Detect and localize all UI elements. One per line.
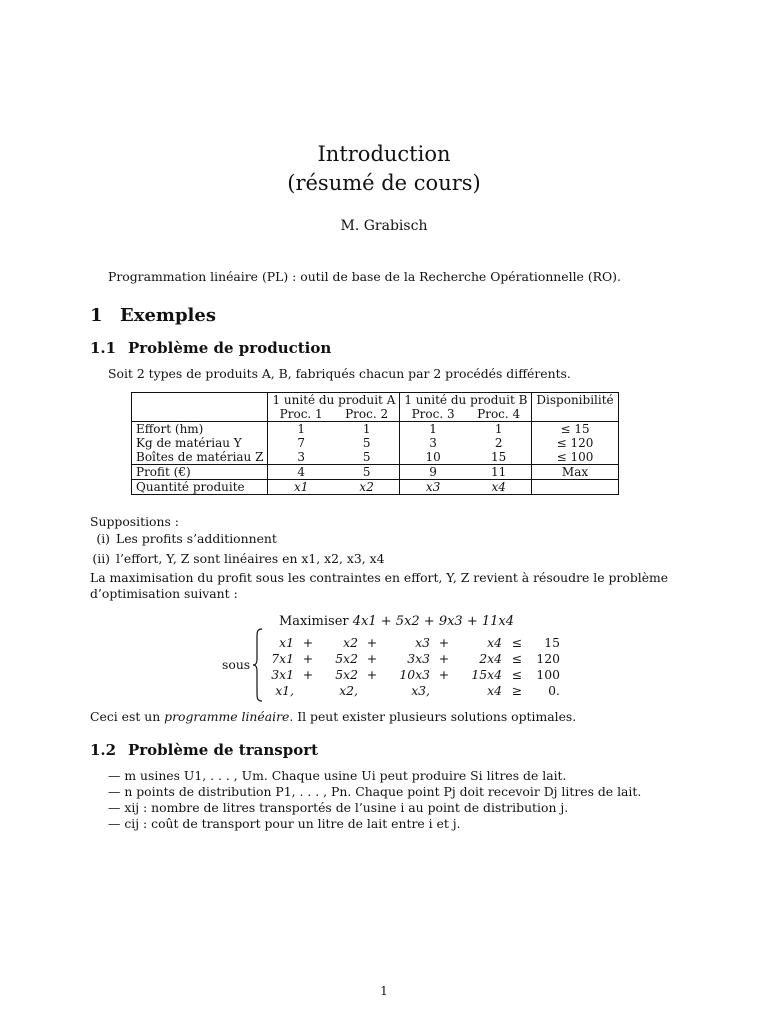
table-cell: ≤ 120 bbox=[532, 436, 618, 450]
term: x1 bbox=[279, 635, 294, 650]
author: M. Grabisch bbox=[340, 218, 428, 234]
row-label: Kg de matériau Y bbox=[132, 436, 268, 450]
operator bbox=[430, 683, 458, 699]
table-cell: ≤ 100 bbox=[532, 450, 618, 465]
table-cell: x4 bbox=[466, 480, 532, 495]
table-cell: 2 bbox=[494, 436, 503, 450]
operator bbox=[358, 683, 386, 699]
list-item: — n points de distribution P1, . . . , Pn. Chaque point Pj doit recevoir Dj litres de lait. bbox=[108, 784, 642, 799]
subsection-heading-production bbox=[90, 339, 331, 357]
relation: ≤ bbox=[511, 667, 523, 682]
section-heading-exemples bbox=[90, 305, 216, 326]
table-cell bbox=[532, 480, 618, 495]
rhs: 100 bbox=[536, 667, 560, 682]
proc-header: Proc. 2 bbox=[334, 407, 400, 422]
operator: + bbox=[302, 635, 314, 650]
section-number: 1 bbox=[90, 305, 103, 326]
production-intro: Soit 2 types de produits A, B, fabriqués chacun par 2 procédés différents. bbox=[108, 366, 571, 381]
operator: + bbox=[438, 667, 450, 682]
operator: + bbox=[438, 651, 450, 666]
table-cell: 4 bbox=[268, 465, 334, 480]
table-row bbox=[132, 450, 619, 465]
rhs: 120 bbox=[536, 651, 560, 666]
production-table bbox=[131, 392, 619, 495]
table-cell: 1 bbox=[268, 422, 334, 437]
list-marker: (ii) bbox=[92, 551, 110, 566]
list-item bbox=[84, 530, 277, 547]
conclusion-paragraph bbox=[90, 708, 576, 725]
list-item bbox=[84, 550, 385, 567]
table-cell: 1 bbox=[400, 422, 466, 437]
rhs: 0. bbox=[548, 683, 560, 698]
intro-paragraph: Programmation linéaire (PL) : outil de base de la Recherche Opérationnelle (RO). bbox=[108, 269, 621, 284]
table-cell: 5 bbox=[362, 436, 371, 450]
left-brace-icon bbox=[252, 628, 264, 702]
list-text: l’effort, Y, Z sont linéaires en x1, x2, x3, x4 bbox=[116, 551, 385, 566]
term: x2 bbox=[343, 635, 358, 650]
operator: + bbox=[366, 651, 378, 666]
table-cell: x1 bbox=[268, 480, 334, 495]
table-row bbox=[132, 422, 619, 437]
operator bbox=[294, 683, 322, 699]
table-cell: 5 bbox=[334, 465, 400, 480]
term: x3, bbox=[411, 683, 430, 698]
term: x1, bbox=[275, 683, 294, 698]
constraint-row bbox=[264, 635, 560, 651]
term: x2, bbox=[339, 683, 358, 698]
term: 3x1 bbox=[271, 667, 294, 682]
subsection-number: 1.1 bbox=[90, 339, 117, 357]
term: x3 bbox=[415, 635, 430, 650]
suppositions-label: Suppositions : bbox=[90, 514, 179, 529]
table-cell: 5 bbox=[362, 450, 371, 464]
term: 15x4 bbox=[471, 667, 502, 682]
term: 5x2 bbox=[335, 667, 358, 682]
table-row-quantity bbox=[132, 480, 619, 495]
table-cell: 3 bbox=[268, 450, 334, 465]
term: x4 bbox=[487, 635, 502, 650]
header-disponibilite: Disponibilité bbox=[532, 393, 618, 408]
subsection-heading-transport bbox=[90, 741, 318, 759]
term: 10x3 bbox=[399, 667, 430, 682]
table-cell: 3 bbox=[400, 436, 466, 450]
page-number: 1 bbox=[380, 984, 388, 998]
term: 3x3 bbox=[407, 651, 430, 666]
list-text: Les profits s’additionnent bbox=[116, 531, 277, 546]
table-cell: 11 bbox=[466, 465, 532, 480]
table-cell: ≤ 15 bbox=[532, 422, 618, 437]
proc-header: Proc. 4 bbox=[466, 407, 532, 422]
subsection-number: 1.2 bbox=[90, 741, 117, 759]
document-subtitle: (résumé de cours) bbox=[287, 171, 481, 195]
table-cell: 15 bbox=[491, 450, 507, 464]
table-row-profit bbox=[132, 465, 619, 480]
operator: + bbox=[438, 635, 450, 650]
operator: + bbox=[302, 667, 314, 682]
term: 2x4 bbox=[479, 651, 502, 666]
header-product-b: 1 unité du produit B bbox=[400, 393, 532, 408]
constraints-label: sous bbox=[222, 657, 251, 672]
list-item: — cij : coût de transport pour un litre de lait entre i et j. bbox=[108, 816, 461, 831]
row-label: Boîtes de matériau Z bbox=[132, 450, 268, 465]
term: 5x2 bbox=[335, 651, 358, 666]
table-cell: 1 bbox=[494, 422, 503, 436]
term: 7x1 bbox=[271, 651, 294, 666]
objective-function bbox=[279, 614, 514, 629]
table-cell: 7 bbox=[268, 436, 334, 450]
conclusion-post: . Il peut exister plusieurs solutions optimales. bbox=[289, 709, 577, 724]
list-item: — xij : nombre de litres transportés de l’usine i au point de distribution j. bbox=[108, 800, 569, 815]
table-cell: x3 bbox=[400, 480, 466, 495]
proc-header: Proc. 1 bbox=[268, 407, 334, 422]
conclusion-emphasis: programme linéaire bbox=[164, 709, 290, 724]
table-cell: Max bbox=[532, 465, 618, 480]
term: x4 bbox=[487, 683, 502, 698]
list-item: — m usines U1, . . . , Um. Chaque usine Ui peut produire Si litres de lait. bbox=[108, 768, 567, 783]
conclusion-pre: Ceci est un bbox=[90, 709, 165, 724]
table-cell: 9 bbox=[400, 465, 466, 480]
table-cell: x2 bbox=[334, 480, 400, 495]
constraint-row bbox=[264, 651, 560, 667]
objective-expression: 4x1 + 5x2 + 9x3 + 11x4 bbox=[352, 614, 515, 629]
row-label: Profit (€) bbox=[132, 465, 268, 480]
constraint-row bbox=[264, 667, 560, 683]
relation: ≥ bbox=[511, 683, 523, 698]
constraint-row bbox=[264, 683, 560, 699]
document-title: Introduction bbox=[317, 142, 451, 166]
section-title: Exemples bbox=[120, 305, 216, 326]
operator: + bbox=[302, 651, 314, 666]
row-label: Effort (hm) bbox=[132, 422, 268, 437]
list-marker: (i) bbox=[96, 531, 110, 546]
relation: ≤ bbox=[511, 635, 523, 650]
table-cell: 1 bbox=[362, 422, 371, 436]
header-product-a: 1 unité du produit A bbox=[268, 393, 400, 408]
operator: + bbox=[366, 667, 378, 682]
row-label: Quantité produite bbox=[132, 480, 268, 495]
objective-prefix: Maximiser bbox=[279, 614, 349, 629]
operator: + bbox=[366, 635, 378, 650]
subsection-title: Problème de transport bbox=[128, 741, 319, 759]
subsection-title: Problème de production bbox=[128, 339, 332, 357]
relation: ≤ bbox=[511, 651, 523, 666]
maximization-paragraph: La maximisation du profit sous les contraintes en effort, Y, Z revient à résoudre le problème d’optimisation suivant : bbox=[90, 570, 669, 601]
rhs: 15 bbox=[544, 635, 560, 650]
table-row bbox=[132, 436, 619, 450]
constraint-system bbox=[264, 635, 560, 699]
proc-header: Proc. 3 bbox=[400, 407, 466, 422]
table-cell: 10 bbox=[400, 450, 466, 465]
